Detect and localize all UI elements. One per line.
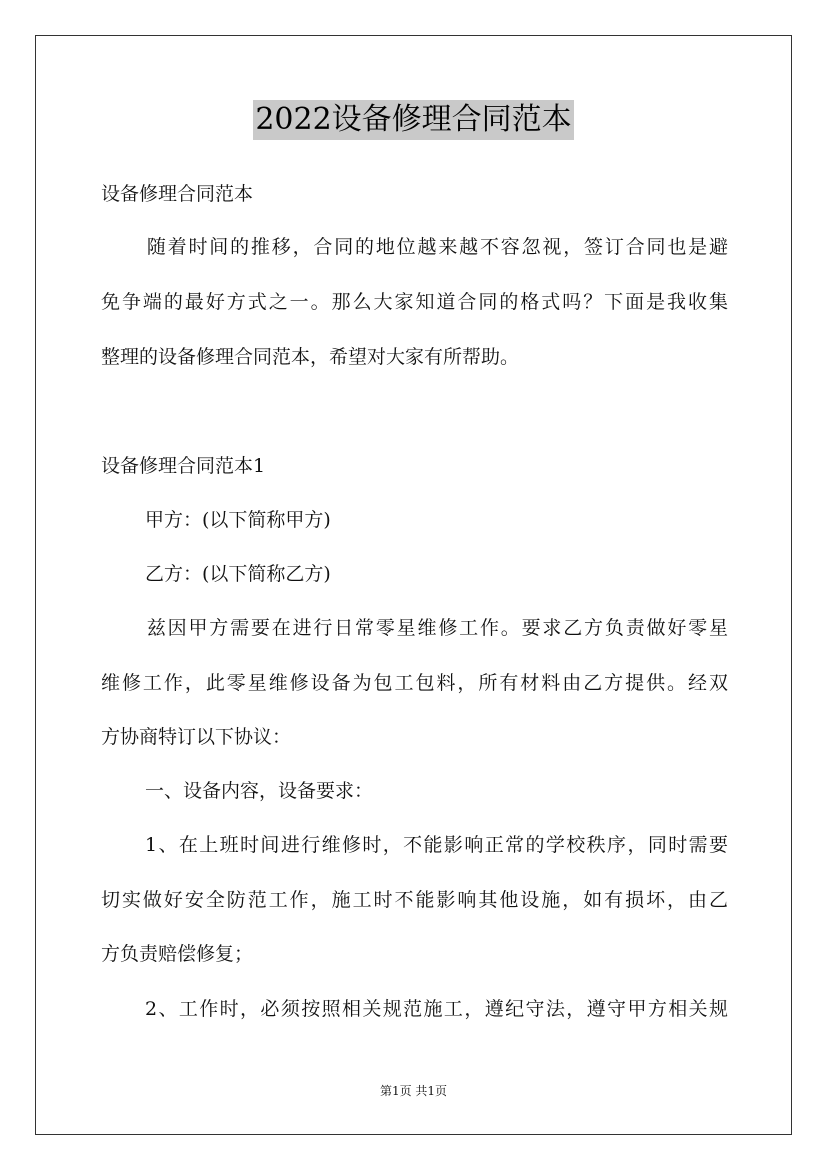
clause2-line-1: 2、工作时，必须按照相关规范施工，遵纪守法，遵守甲方相关规 — [145, 998, 728, 1020]
intro-line-2: 免争端的最好方式之一。那么大家知道合同的格式吗？下面是我收集 — [101, 291, 728, 313]
document-title: 2022设备修理合同范本 — [253, 100, 573, 140]
clause-heading: 一、设备内容，设备要求： — [145, 780, 374, 802]
title-container — [0, 100, 827, 140]
page-footer: 第1页 共1页 — [379, 1084, 448, 1098]
intro-line-1: 随着时间的推移，合同的地位越来越不容忽视，签订合同也是避 — [145, 236, 728, 258]
para1-line-2: 维修工作，此零星维修设备为包工包料，所有材料由乙方提供。经双 — [101, 672, 728, 694]
party-a: 甲方：(以下简称甲方) — [145, 509, 331, 531]
clause1-line-3: 方负责赔偿修复； — [101, 943, 254, 965]
section-heading: 设备修理合同范本1 — [101, 455, 266, 477]
party-b: 乙方：(以下简称乙方) — [145, 563, 331, 585]
intro-line-3: 整理的设备修理合同范本，希望对大家有所帮助。 — [101, 346, 520, 368]
clause1-line-1: 1、在上班时间进行维修时，不能影响正常的学校秩序，同时需要 — [145, 834, 728, 856]
para1-line-1: 兹因甲方需要在进行日常零星维修工作。要求乙方负责做好零星 — [145, 617, 728, 639]
para1-line-3: 方协商特订以下协议： — [101, 726, 292, 748]
clause1-line-2: 切实做好安全防范工作，施工时不能影响其他设施，如有损坏，由乙 — [101, 889, 728, 911]
subtitle: 设备修理合同范本 — [101, 183, 254, 205]
